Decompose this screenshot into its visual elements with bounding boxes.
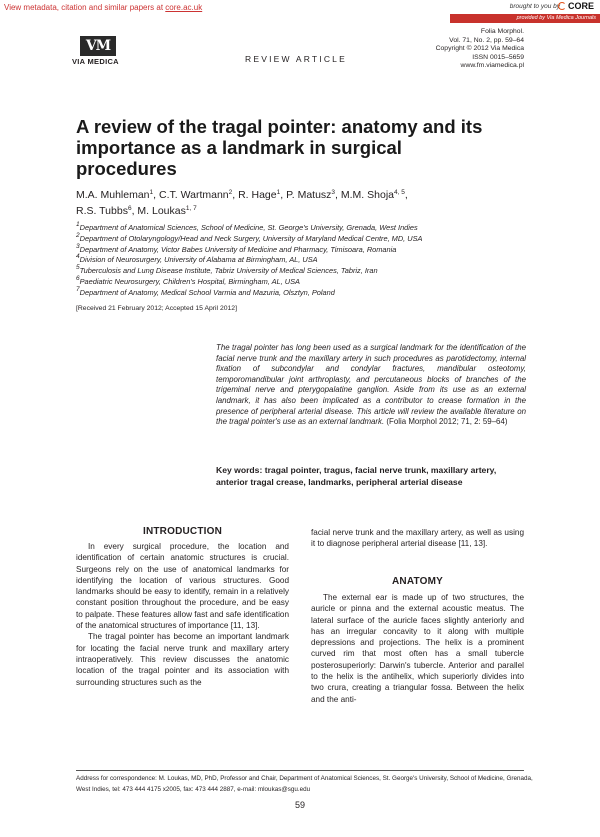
author-aff: 1	[276, 189, 281, 196]
journal-line: Folia Morphol.	[480, 28, 524, 35]
affiliation	[76, 223, 546, 234]
core-logo-label: CORE	[567, 1, 594, 11]
core-metadata-link[interactable]	[4, 3, 202, 12]
author-aff: 1, 7	[185, 204, 197, 212]
author-sep: ,	[335, 189, 341, 201]
anatomy-paragraph-1: The external ear is made up of two structures, the auricle or pinna and the external acoustic meatus. The lateral surface of the auricle faces slightly anteriorly and has an irregular concavity to it along with multiple depressions and projections. The helix is a prominent curved rim that most often has a small tubercle posterosuperiorly: Darwin's tubercle. Anterior and parallel to the helix is the antihelix, which superiorly divides into two crura, creating a triangular fossa. Between the helix and the anti-	[311, 593, 524, 704]
journal-line: Copyright © 2012 Via Medica	[435, 45, 524, 53]
affiliation	[76, 266, 546, 277]
author-sep: ,	[153, 189, 159, 201]
left-column	[76, 541, 289, 688]
affiliation-text: Department of Anatomy, Medical School Varmia and Mazuria, Olsztyn, Poland	[79, 287, 335, 297]
author-name: P. Matusz	[286, 189, 332, 201]
affiliation	[76, 274, 546, 288]
received-dates: [Received 21 February 2012; Accepted 15 April 2012]	[76, 305, 237, 312]
article-type-label: REVIEW ARTICLE	[245, 54, 347, 64]
anatomy-heading: ANATOMY	[391, 576, 444, 587]
author-name: C.T. Wartmann	[159, 189, 229, 201]
provided-by-banner[interactable]: provided by Via Medica Journals	[450, 14, 600, 23]
introduction-heading: INTRODUCTION	[142, 526, 223, 537]
affiliation-text: Department of Otolaryngology/Head and Neck Surgery, University of Maryland Medical Centre, MD, USA	[79, 233, 423, 243]
affiliation-num: 6	[76, 274, 80, 282]
core-ring-icon	[558, 2, 566, 10]
intro-paragraph-1: In every surgical procedure, the location and identification of certain anatomic structures is crucial. Surgeons rely on the use of anatomical landmarks for identifying the location of various structures. Good landmarks should be easy to identify, remain in a relatively constant position throughout the procedure, and be easy to palpate. These features allow fast and safe identification of the anatomical structures of importance [11, 13].	[76, 542, 289, 631]
author-aff: 3	[331, 189, 336, 196]
journal-line: Vol. 71, No. 2, pp. 59–64	[449, 36, 524, 44]
affiliation-list	[76, 223, 546, 299]
paper-title: A review of the tragal pointer: anatomy and its importance as a landmark in surgical procedures	[76, 116, 483, 179]
keywords-text: tragal pointer, tragus, facial nerve trunk, maxillary artery, anterior tragal crease, landmarks, peripheral arterial disease	[216, 465, 497, 487]
author-sep: ,	[131, 204, 138, 217]
author-name: M. Loukas	[137, 204, 186, 217]
author-sep: ,	[280, 189, 287, 201]
journal-info	[436, 28, 524, 71]
right-column	[311, 592, 524, 705]
core-logo[interactable]	[558, 1, 594, 11]
keywords	[216, 465, 526, 488]
core-link-text[interactable]: core.ac.uk	[165, 3, 203, 12]
affiliation-num: 5	[76, 264, 80, 272]
affiliation-text: Department of Anatomy, Victor Babes University of Medicine and Pharmacy, Timisoara, Romania	[79, 244, 397, 254]
abstract-citation: (Folia Morphol 2012; 71, 2: 59–64)	[386, 417, 508, 427]
author-name: M.M. Shoja	[340, 189, 394, 201]
keywords-label: Key words:	[216, 465, 263, 475]
journal-url[interactable]: www.fm.viamedica.pl	[460, 62, 524, 70]
via-medica-logo-text: VIA MEDICA	[72, 57, 119, 66]
author-list	[76, 188, 536, 219]
affiliation-num: 7	[76, 285, 80, 293]
author-name: R. Hage	[238, 189, 277, 201]
affiliation-num: 3	[76, 242, 80, 250]
author-sep: ,	[232, 189, 239, 201]
page-number: 59	[294, 800, 305, 810]
intro-paragraph-2-continued: facial nerve trunk and the maxillary artery, as well as using it to diagnose peripheral arterial disease [11, 13].	[311, 528, 524, 549]
affiliation-text: Paediatric Neurosurgery, Children's Hospital, Birmingham, AL, USA	[79, 276, 300, 286]
right-column-continuation	[311, 527, 524, 550]
author-aff: 6	[127, 204, 132, 212]
affiliation	[76, 242, 546, 256]
brought-by-text: brought to you by	[509, 3, 560, 10]
affiliation	[76, 231, 546, 245]
affiliation-num: 1	[76, 221, 80, 228]
author-aff: 2	[228, 189, 233, 196]
footnote-divider	[76, 770, 524, 771]
author-aff: 1	[149, 189, 154, 196]
author-name: R.S. Tubbs	[76, 204, 128, 217]
affiliation-num: 4	[76, 253, 80, 261]
author-aff: 4, 5	[394, 189, 405, 196]
affiliation-text: Department of Anatomical Sciences, School of Medicine, St. George's University, Grenada, West Indies	[79, 223, 418, 232]
affiliation	[76, 255, 546, 266]
core-link-prefix: View metadata, citation and similar papers at	[4, 3, 164, 12]
author-sep: ,	[404, 189, 408, 201]
affiliation	[76, 285, 546, 299]
affiliation-text: Division of Neurosurgery, University of Alabama at Birmingham, AL, USA	[79, 255, 318, 265]
affiliation-num: 2	[76, 231, 80, 239]
abstract	[216, 343, 526, 428]
abstract-text: The tragal pointer has long been used as a surgical landmark for the identification of the facial nerve trunk and the maxillary artery in such procedures as parotidectomy, internal fixation of subcondylar and condylar fractures, mandibular osteotomy, temporomandibular joint arthroplasty, and percutaneous blocks of branches of the trigeminal nerve and pterygopalatine ganglion. Aside from its use as an external landmark, it has also been implicated as a contributor to crease formation in the presence of peripheral arterial disease. This article will review the available literature on the tragal pointer's use as an external landmark.	[216, 343, 526, 427]
intro-paragraph-2: The tragal pointer has become an important landmark for locating the facial nerve trunk and maxillary artery intraoperatively. This review discusses the anatomic location of the tragal pointer and its association with surrounding structures such as the	[76, 632, 289, 687]
author-name: M.A. Muhleman	[76, 189, 150, 201]
journal-line: ISSN 0015–5659	[472, 53, 524, 61]
via-medica-logo-icon: VM	[80, 36, 116, 56]
correspondence-footnote: Address for correspondence: M. Loukas, MD, PhD, Professor and Chair, Department of Anatomical Sciences, St. George's University, School of Medicine, Grenada, West Indies, tel: 473 444 4175 x2005, fax: 473 444 2887, e-mail: mloukas@sgu.edu	[76, 775, 533, 793]
affiliation-text: Tuberculosis and Lung Disease Institute, Tabriz University of Medical Sciences, Tabriz, Iran	[79, 266, 378, 276]
